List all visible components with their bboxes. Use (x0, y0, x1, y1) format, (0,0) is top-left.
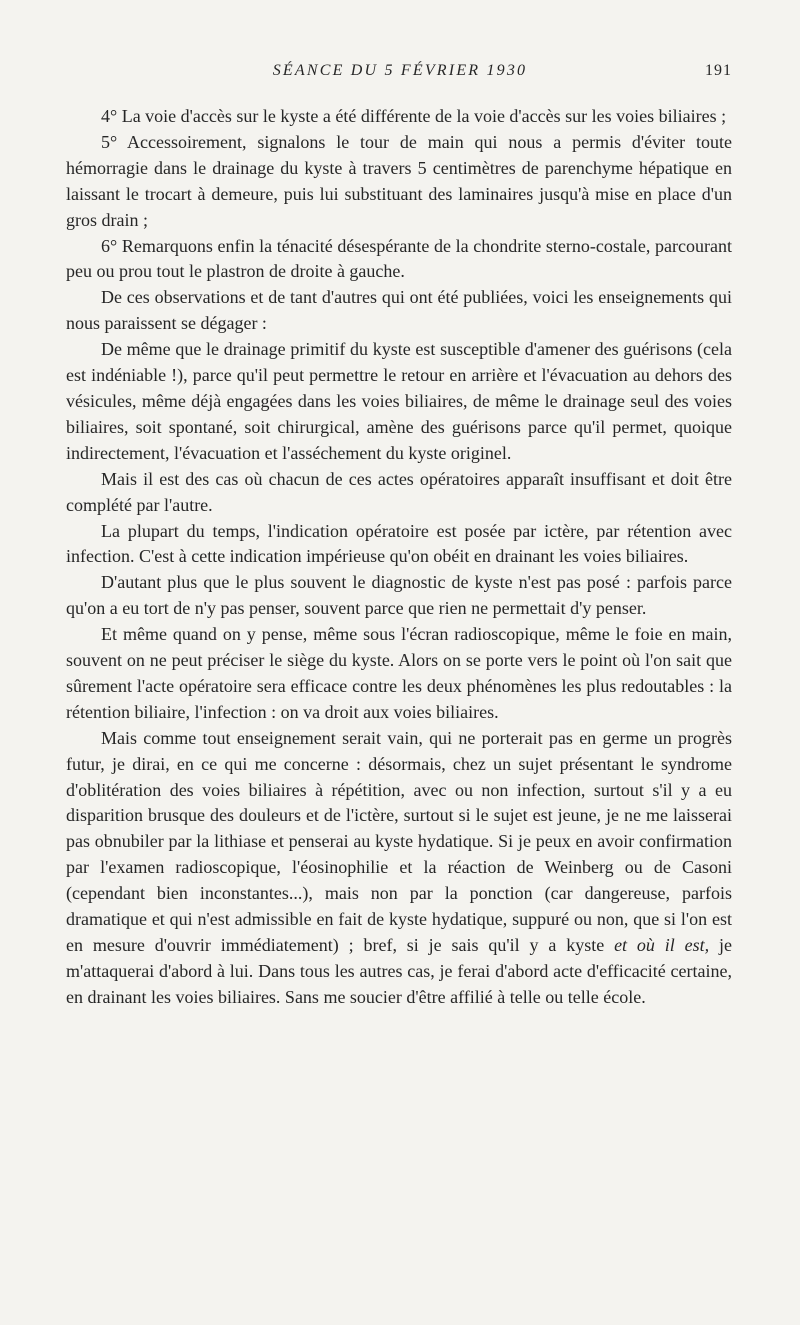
paragraph-item-5: 5° Accessoirement, signalons le tour de main qui nous a permis d'éviter toute hémorragie dans le drainage du kyste à travers 5 centimètres de parenchyme hépatique en laissant le trocart à demeure, puis lui substituant des laminaires jusqu'à mise en place d'un gros drain ; (66, 131, 732, 230)
paragraph-radioscopy: Et même quand on y pense, même sous l'écran radioscopique, même le foie en main, souvent on ne peut préciser le siège du kyste. Alors on se porte vers le point où l'on sait que sûrement l'acte opératoire sera efficace contre les deux phénomènes les plus redoutables : la rétention biliaire, l'infection : on va droit aux voies biliaires. (66, 624, 732, 722)
paragraph-diagnosis: D'autant plus que le plus souvent le diagnostic de kyste n'est pas posé : parfois parce qu'on a eu tort de n'y pas penser, souvent parce que rien ne permettait d'y penser. (66, 572, 732, 619)
conclusion-text-end: je m'attaquerai d'abord à lui. Dans tous les autres cas, je ferai d'abord acte d'efficacité certaine, en drainant les voies biliaires. Sans me soucier d'être affilié à telle ou telle école. (66, 935, 733, 1007)
conclusion-text-start: Mais comme tout enseignement serait vain, qui ne porterait pas en germe un progrès futur, je dirai, en ce qui me concerne : désormais, chez un sujet présentant le syndrome d'oblitération des voies biliaires à répétition, avec ou non infection, surtout s'il y a eu disparition brusque des douleurs et de l'ictère, surtout si le sujet est jeune, je ne me laisserai pas obnubiler par la lithiase et penserai au kyste hydatique. Si je peux en avoir confirmation par l'examen radioscopique, l'éosinophilie et la réaction de Weinberg ou de Casoni (cependant bien inconstantes...), mais non par la ponction (car dangereuse, parfois dramatique et qui n'est admissible en fait de kyste hydatique, suppuré ou non, que si l'on est en mesure d'ouvrir immédiatement) ; bref, si je sais qu'il y a kyste (66, 727, 732, 955)
conclusion-italic-phrase: et où il est, (614, 935, 710, 955)
paragraph-item-4: 4° La voie d'accès sur le kyste a été différente de la voie d'accès sur les voies biliaires ; (101, 106, 727, 126)
page-number: 191 (705, 62, 732, 79)
paragraph-insufficient: Mais il est des cas où chacun de ces actes opératoires apparaît insuffisant et doit être complété par l'autre. (66, 468, 732, 515)
paragraph-indication: La plupart du temps, l'indication opératoire est posée par ictère, par rétention avec infection. C'est à cette indication impérieuse qu'on obéit en drainant les voies biliaires. (66, 520, 732, 567)
running-title: SÉANCE DU 5 FÉVRIER 1930 (272, 62, 528, 79)
body-text (66, 104, 732, 1011)
paragraph-item-6: 6° Remarquons enfin la ténacité désespérante de la chondrite sterno-costale, parcourant peu ou prou tout le plastron de droite à gauche. (66, 235, 732, 282)
paragraph-conclusion (66, 726, 732, 1011)
paragraph-drainage: De même que le drainage primitif du kyste est susceptible d'amener des guérisons (cela est indéniable !), parce qu'il peut permettre le retour en arrière et l'évacuation au dehors des vésicules, même déjà engagées dans les voies biliaires, de même le drainage seul des voies biliaires, soit spontané, soit chirurgical, amène des guérisons parce qu'il permet, quoique indirectement, l'évacuation et l'asséchement du kyste originel. (66, 339, 732, 463)
page-header (68, 62, 732, 84)
paragraph-lessons-intro: De ces observations et de tant d'autres qui ont été publiées, voici les enseignements qui nous paraissent se dégager : (66, 287, 732, 334)
